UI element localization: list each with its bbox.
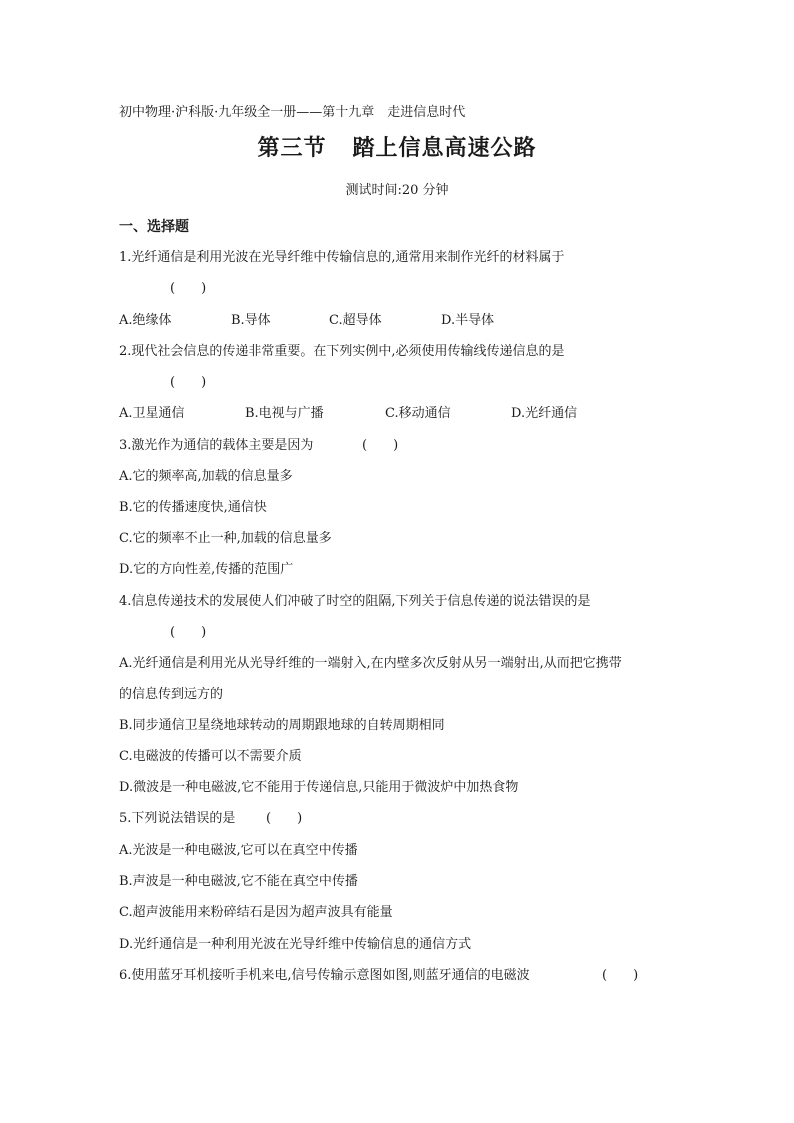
question-2-stem: 2.现代社会信息的传递非常重要。在下列实例中,必须使用传输线传递信息的是 [119,344,565,359]
question-2-option-d: D.光纤通信 [511,406,578,421]
question-3-stem: 3.激光作为通信的载体主要是因为 [119,438,314,453]
question-1-option-d: D.半导体 [441,313,495,328]
question-3-option-c: C.它的频率不止一种,加载的信息量多 [119,531,332,546]
question-5-option-a: A.光波是一种电磁波,它可以在真空中传播 [119,843,358,858]
question-2-option-c: C.移动通信 [385,406,451,421]
question-4-option-b: B.同步通信卫星绕地球转动的周期跟地球的自转周期相同 [119,718,445,733]
question-4-option-a: A.光纤通信是利用光从光导纤维的一端射入,在内壁多次反射从另一端射出,从而把它携带 [119,656,622,671]
question-5-option-d: D.光纤通信是一种利用光波在光导纤维中传输信息的通信方式 [119,937,472,952]
question-4-stem: 4.信息传递技术的发展使人们冲破了时空的阻隔,下列关于信息传递的说法错误的是 [119,594,591,609]
question-3-option-d: D.它的方向性差,传播的范围广 [119,562,294,577]
question-6-answer-blank: ( ) [602,968,639,983]
question-1-option-c: C.超导体 [329,313,382,328]
question-5-stem: 5.下列说法错误的是 [119,811,236,826]
page-title [0,134,794,164]
question-2-option-b: B.电视与广播 [245,406,324,421]
question-1-option-b: B.导体 [231,313,271,328]
question-2-option-a: A.卫星通信 [119,406,185,421]
question-5-answer-blank: ( ) [266,811,303,826]
question-3-option-a: A.它的频率高,加载的信息量多 [119,469,293,484]
question-5-option-b: B.声波是一种电磁波,它不能在真空中传播 [119,874,358,889]
question-1-answer-blank: ( ) [170,281,207,296]
title-section-number: 第三节 [257,136,327,161]
question-1-stem: 1.光纤通信是利用光波在光导纤维中传输信息的,通常用来制作光纤的材料属于 [119,250,565,265]
question-4-option-c: C.电磁波的传播可以不需要介质 [119,749,302,764]
question-4-option-d: D.微波是一种电磁波,它不能用于传递信息,只能用于微波炉中加热食物 [119,780,519,795]
question-2-answer-blank: ( ) [170,375,207,390]
question-3-answer-blank: ( ) [362,438,399,453]
question-4-option-a-continued: 的信息传到远方的 [119,687,224,702]
question-3-option-b: B.它的传播速度快,通信快 [119,500,267,515]
question-6-stem: 6.使用蓝牙耳机接听手机来电,信号传输示意图如图,则蓝牙通信的电磁波 [119,968,530,983]
section-heading: 一、选择题 [119,219,189,235]
question-5-option-c: C.超声波能用来粉碎结石是因为超声波具有能量 [119,905,393,920]
page-header: 初中物理·沪科版·九年级全一册——第十九章 走进信息时代 [119,105,466,120]
question-1-option-a: A.绝缘体 [119,313,172,328]
question-4-answer-blank: ( ) [170,625,207,640]
test-time: 测试时间:20 分钟 [345,183,449,198]
title-section-name: 踏上信息高速公路 [352,136,537,161]
